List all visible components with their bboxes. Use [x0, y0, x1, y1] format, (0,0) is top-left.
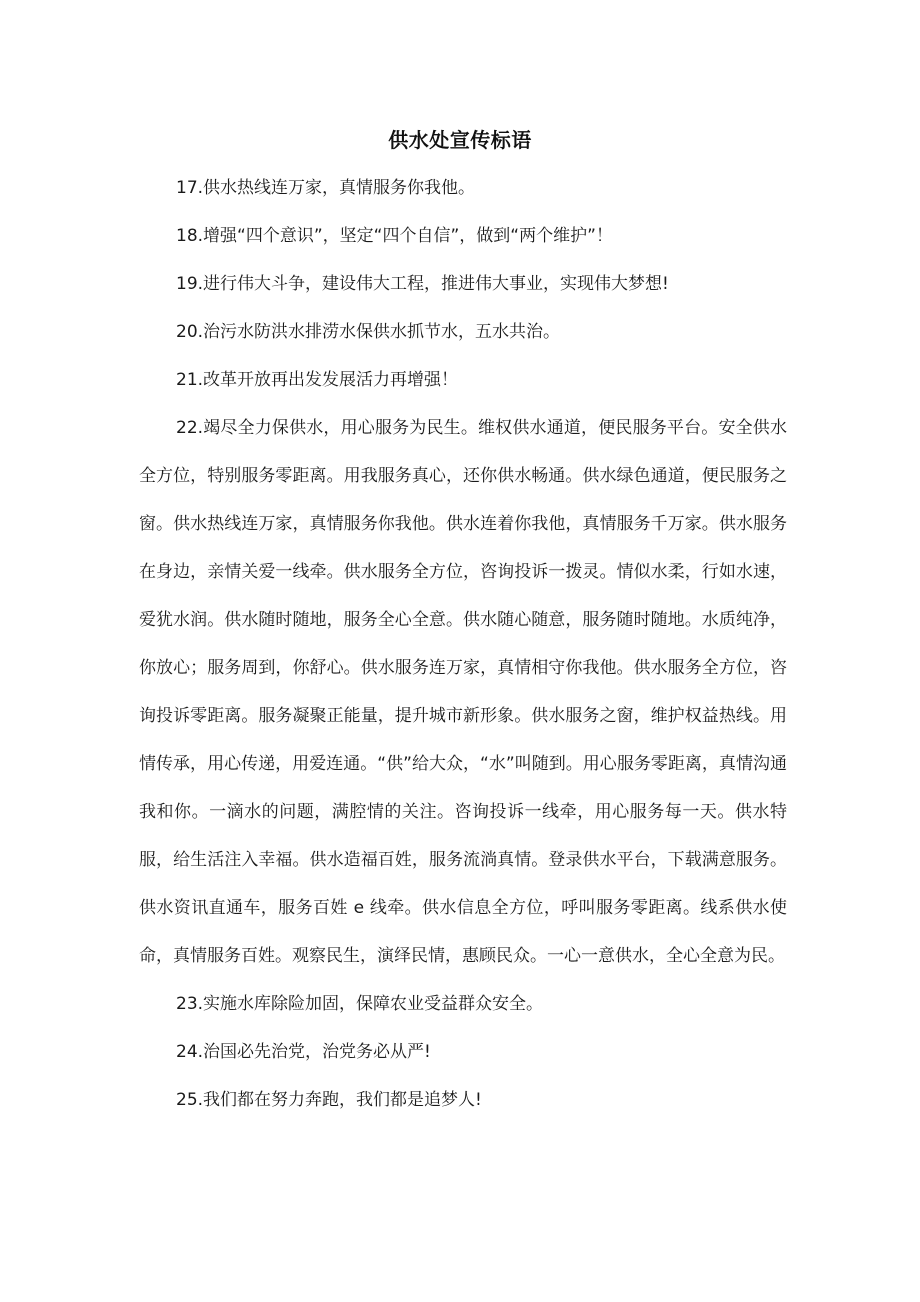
slogan-paragraph-21: 21.改革开放再出发发展活力再增强！: [176, 370, 459, 390]
document-body: [139, 164, 787, 1124]
slogan-paragraph-17: 17.供水热线连万家，真情服务你我他。: [176, 178, 476, 198]
slogan-paragraph-25: 25.我们都在努力奔跑，我们都是追梦人!: [176, 1090, 482, 1110]
slogan-paragraph-20: 20.治污水防洪水排涝水保供水抓节水，五水共治。: [176, 322, 561, 342]
slogan-paragraph-22: 22.竭尽全力保供水，用心服务为民生。维权供水通道，便民服务平台。安全供水全方位，特别服务零距离。用我服务真心，还你供水畅通。供水绿色通道，便民服务之窗。供水热线连万家，真情服务你我他。供水连着你我他，真情服务千万家。供水服务在身边，亲情关爱一线牵。供水服务全方位，咨询投诉一拨灵。情似水柔，行如水速，爱犹水润。供水随时随地，服务全心全意。供水随心随意，服务随时随地。水质纯净，你放心；服务周到，你舒心。供水服务连万家，真情相守你我他。供水服务全方位，咨询投诉零距离。服务凝聚正能量，提升城市新形象。供水服务之窗，维护权益热线。用情传承，用心传递，用爱连通。“供”给大众，“水”叫随到。用心服务零距离，真情沟通我和你。一滴水的问题，满腔情的关注。咨询投诉一线牵，用心服务每一天。供水特服，给生活注入幸福。供水造福百姓，服务流淌真情。登录供水平台，下载满意服务。供水资讯直通车，服务百姓 e 线牵。供水信息全方位，呼叫服务零距离。线系供水使命，真情服务百姓。观察民生，演绎民情，惠顾民众。一心一意供水，全心全意为民。: [139, 418, 787, 966]
slogan-paragraph-24: 24.治国必先治党，治党务必从严!: [176, 1042, 431, 1062]
slogan-paragraph-23: 23.实施水库除险加固，保障农业受益群众安全。: [176, 994, 544, 1014]
slogan-paragraph-19: 19.进行伟大斗争，建设伟大工程，推进伟大事业，实现伟大梦想!: [176, 274, 669, 294]
slogan-paragraph-18: 18.增强“四个意识”，坚定“四个自信”，做到“两个维护”！: [176, 226, 613, 246]
document-title: 供水处宣传标语: [388, 128, 532, 152]
